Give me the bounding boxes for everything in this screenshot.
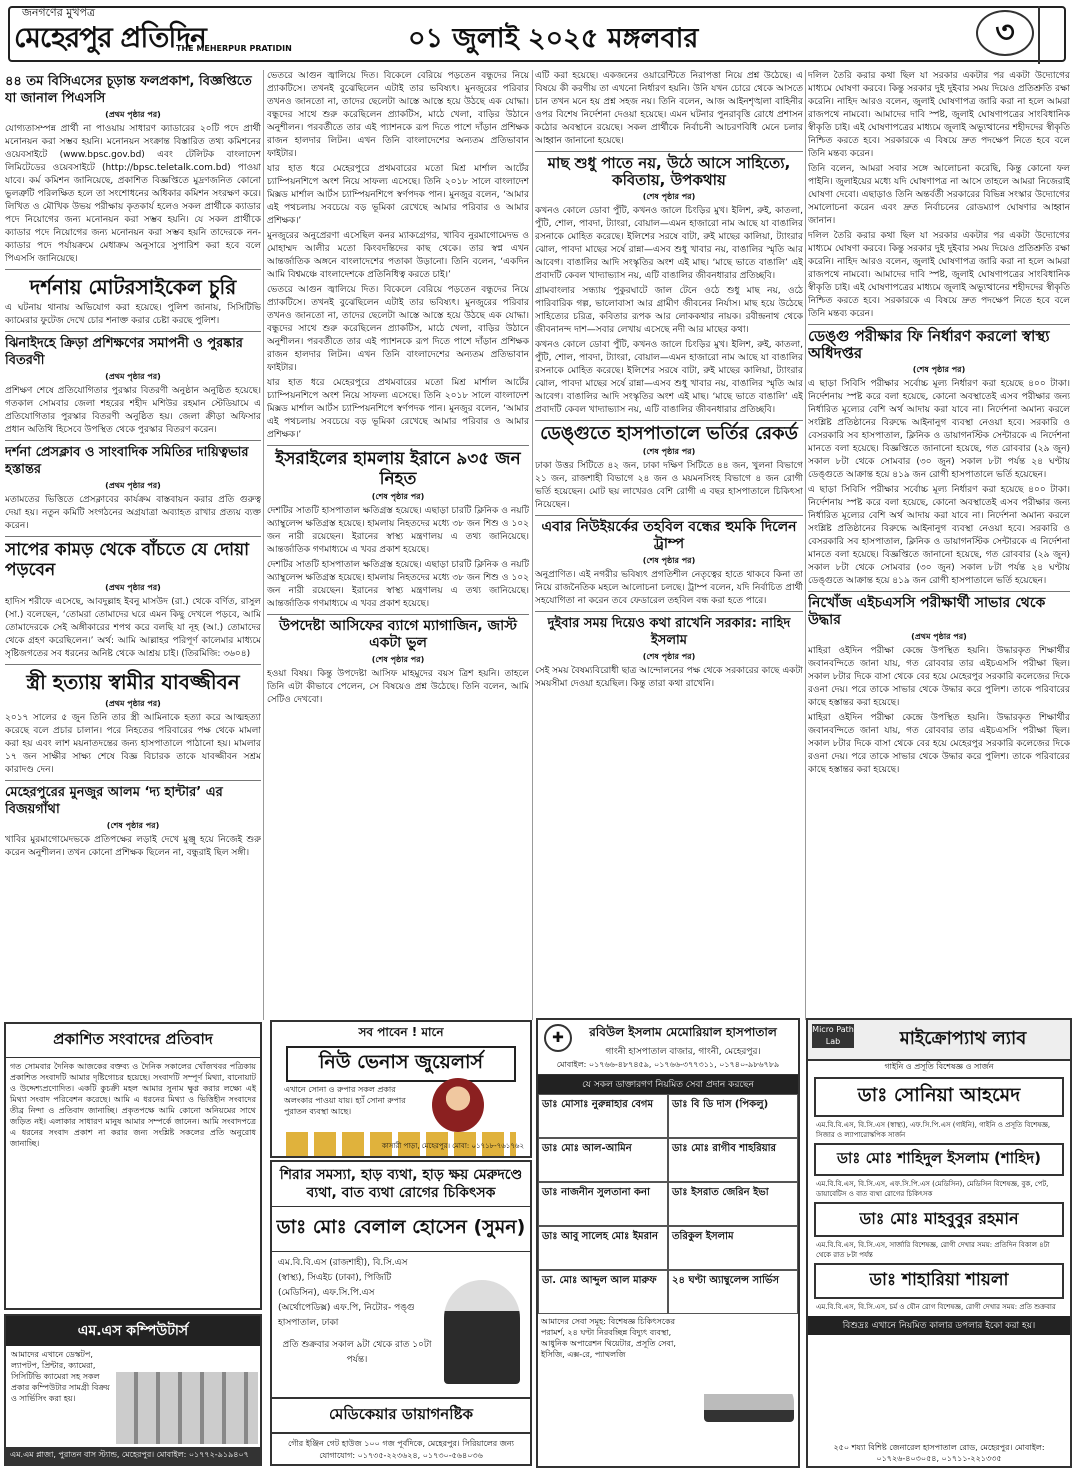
divider [5, 331, 261, 332]
article-body: এ ঘটনায় থানায় অভিযোগ করা হয়েছে। পুলিশ জানায়, সিসিটিভি ক্যামেরার ফুটেজ দেখে চোর শনাক্ত করার চেষ্টা করছে পুলিশ। [5, 303, 261, 326]
lab-name: মাইক্রোপ্যাথ ল্যাব [808, 1020, 1070, 1061]
diagnostic-name: মেডিকেয়ার ডায়াগনষ্টিক [272, 1397, 530, 1434]
jewellers-tagline: সব পাবেন ! মানে [358, 1025, 444, 1039]
hospital-strip: যে সকল ডাক্তারগণ নিয়মিত সেবা প্রদান করছেন [538, 1075, 798, 1094]
divider [267, 614, 529, 615]
newspaper-logo-english: THE MEHERPUR PRATIDIN [176, 44, 292, 53]
column-4 [808, 70, 1070, 1015]
doctor-degrees: এম.বি.বি.এস (রাজশাহী), বি.সি.এস (স্বাস্থ্য), সিএইচ (ঢাকা), পিজিটি (মেডিসিন), এফ.সি.পি.এস (অর্থোপেডিক্স) এফ.পি, নিটোর- পঙ্গু হাসপাতাল, ঢাকা [278, 1258, 415, 1328]
lab-note: বিশুদ্রঃ এখানে নিয়মিত কালার ডপলার ইকো করা হয়। [808, 1316, 1070, 1335]
jewellers-name: নিউ ভেনাস জুয়েলার্স [286, 1046, 516, 1082]
hospital-doctor: ডাঃ মোঃ রাগীব শাহরিয়ার [668, 1138, 798, 1182]
headline-bcs-result: ৪৪ তম বিসিএসের চূড়ান্ত ফলপ্রকাশ, বিজ্ঞপ্তিতে যা জানাল পিএসসি [5, 74, 252, 106]
lab-doctor-1-info: এম.বি.বি.এস, বি.সি.এস (স্বাস্থ্য), এফ.সি.পি.এস (গাইনি), গাইনি ও প্রসূতি বিশেষজ্ঞ, সিজার ও ল্যাপারোস্কপিক সার্জন [816, 1121, 1051, 1139]
lab-address: ২৫০ শয্যা বিশিষ্ট জেনারেল হাসপাতাল রোড, মেহেরপুর। মোবাইল: ০১৭২৬-৪০৩০৫৪, ০১৭১১-২২১৩৩৫ [833, 1443, 1045, 1463]
headline-the-hunter: মেহেরপুরের মুনজুর আলম ‘দ্য হান্টার’ এর বিজয়গাঁথা [5, 785, 223, 817]
article-body: মতামতের ভিত্তিতে প্রেসক্লাবের কার্যক্রম বাস্তবায়ন করার প্রতি গুরুত্ব দেয়া হয়। নতুন কমিটি সংগঠনের অগ্রযাত্রা অব্যাহত রাখার প্রত্যয় ব্যক্ত করেন। [5, 495, 261, 531]
continuation-ref: (শেষ পৃষ্ঠার পর) [642, 652, 696, 661]
headline-sports-training: ঝিনাইদহে ক্রিড়া প্রশিক্ষণের সমাপনী ও পুরষ্কার বিতরণী [5, 336, 243, 368]
article-body: হওয়া বিষয়। কিন্তু উপদেষ্টা আসিফ মাহমুদের বয়স ত্রিশ হয়নি। তাহলে তিনি এটা কীভাবে পেলেন, সে বিষয়েও প্রশ্ন উঠেছে। তিনি বলেন, আমি সেটিও দেখবো। [267, 669, 529, 705]
hospital-doctor-grid [538, 1094, 798, 1314]
divider [535, 515, 803, 516]
hospital-logo-icon: ✚ [544, 1024, 572, 1052]
article-body: ভেতরে আগুন জ্বালিয়ে দিত। বিকেলে বেরিয়ে পড়তেন বন্ধুদের নিয়ে প্র্যাকটিসে। তখনই বুঝেছিলেন এটাই তার ভবিষ্যৎ। মুনজুরের পরিবার তখনও জানতো না, তাদের ছেলেটা আস্তে আস্তে হয়ে উঠছে এক যোদ্ধা। বন্ধুদের সাথে শুরু করেছিলেন প্র্যাকটিস, মাঠে খেলা, বাড়ির উঠানে অনুশীলন। পরবর্তীতে তার এই প্যাশনকে রূপ দিতে পাশে দাঁড়ান প্রশিক্ষক রাজন হালদার লিটন। এখন তিনি বাংলাদেশের অন্যতম প্রতিভাবান ফাইটার। [267, 71, 529, 159]
divider [5, 536, 261, 537]
divider [5, 780, 261, 781]
divider [5, 440, 261, 441]
lab-doctor-2-info: এম.বি.বি.এস, বি.সি.এস, এফ.সি.পি.এস (মেডিসিন), মেডিসিন বিশেষজ্ঞ, বুক, পেট, ডায়াবেটিস ও বাত ব্যথা রোগের চিকিৎসক [816, 1180, 1049, 1198]
masthead-tagline: জনগণের মুখপত্র [22, 6, 96, 19]
doctor-photo [444, 1280, 520, 1384]
hospital-name: রবিউল ইসলাম মেমোরিয়াল হাসপাতাল [589, 1025, 777, 1039]
jewellers-ad [270, 1020, 532, 1158]
column-divider [805, 70, 806, 1020]
continuation-ref: (শেষ পৃষ্ঠার পর) [642, 447, 696, 456]
article-body: অনুপ্রাণিত। এই নগরীর ভবিষ্যৎ প্রগতিশীল নেতৃত্বের হাতে থাকবে কিনা তা নিয়ে রাজনৈতিক মহলে আলোচনা চলছে। ট্রাম্প বলেন, যদি নির্বাচিত প্রার্থী সহযোগিতা না করেন তবে ফেডারেল তহবিল বন্ধ করা হতে পারে। [535, 570, 803, 606]
hospital-doctor: ডাঃ ইসরাত জেরিন ইভা [668, 1182, 798, 1226]
page-number: ৩ [976, 10, 1034, 56]
article-body: এটি করা হয়েছে। একজনের ওয়ারেন্টিতে নিরাপত্তা নিয়ে প্রশ্ন উঠেছে। এ বিষয়ে কী করণীয় তা এখনো নির্ধারণ হয়নি। উনি যখন চোরে থেকে আসতে চান তখন মনে হয় প্রশ্ন সহজ নয়। তিনি বলেন, আজ আইনশৃঙ্খলা বাহিনীর ওপর বিশেষ নির্দেশনা দেওয়া হয়েছে। এমন ঘটনার পুনরাবৃত্তি রোধে প্রশাসন কঠোর অবস্থানে রয়েছে। সকল প্রার্থীকে নির্বাচনী আচরণবিধি মেনে চলার আহ্বান জানানো হয়েছে। [535, 71, 803, 146]
computer-shop-ad [4, 1314, 262, 1466]
hospital-doctor: ডাঃ মোসাঃ নুরুন্নাহার বেগম [538, 1094, 668, 1138]
article-body: কখনও কোলে ডোবা পুঁটি, কখনও জালে চিংড়ির মুখ। ইলিশ, রুই, কাতলা, পুঁটি, শোল, পাবদা, ট্যাংরা, বোয়াল—এমন হাজারো নাম আছে যা বাঙালির রসনাকে মোহিত করেছে। ইলিশের সরষে বাটা, রুই মাছের কালিয়া, ট্যাংরার ঝোল, পাবদা মাছের সর্ষে রান্না—এসব শুধু খাবার নয়, বাঙালির স্মৃতি আর আবেগ। বাঙালির আদি সংস্কৃতির অংশ এই মাছ। ‘মাছে ভাতে বাঙালি’ এই প্রবাদটি কেবল খাদ্যাভ্যাস নয়, এটি বাঙালির জীবনধারার প্রতিচ্ছবি। [535, 340, 803, 415]
article-body: এ ছাড়া সিবিসি পরীক্ষার সর্বোচ্চ মূল্য নির্ধারণ করা হয়েছে ৪০০ টাকা। নির্দেশনায় স্পষ্ট করে বলা হয়েছে, কোনো অবস্থাতেই এসব পরীক্ষার জন্য নির্ধারিত মূল্যের বেশি অর্থ আদায় করা যাবে না। নির্দেশনা অমান্য করলে সংশ্লিষ্ট প্রতিষ্ঠানের বিরুদ্ধে আইনানুগ ব্যবস্থা নেওয়া হবে। সরকারি ও বেসরকারি সব হাসপাতাল, ক্লিনিক ও ডায়াগনস্টিক সেন্টারকে এ নির্দেশনা মানতে বলা হয়েছে। বিজ্ঞপ্তিতে জানানো হয়েছে, গত রোববার (২৯ জুন) সকাল ৮টা থেকে সোমবার (৩০ জুন) সকাল ৮টা পর্যন্ত ২৪ ঘণ্টায় ডেঙ্গুতে আক্রান্ত হয়ে ৪১৯ জন রোগী হাসপাতালে ভর্তি হয়েছেন। [808, 379, 1070, 480]
headline-fish-literature: মাছ শুধু পাতে নয়, উঠে আসে সাহিত্যে, কবিতায়, উপকথায় [547, 154, 791, 189]
continuation-ref: (শেষ পৃষ্ঠার পর) [642, 192, 696, 201]
column-divider [263, 70, 264, 1020]
hospital-ad [536, 1018, 800, 1468]
continuation-ref: (শেষ পৃষ্ঠার পর) [371, 655, 425, 664]
article-body: গ্রামবাংলার সন্ধ্যায় পুকুরঘাটে জাল টেনে ওঠে শুধু মাছ নয়, ওঠে পারিবারিক গল্প, ভালোবাসা আর গ্রামীণ জীবনের নির্যাস। মাছ হয়ে উঠেছে সাহিত্যের চরিত্র, কবিতার রূপক আর লোককথার নায়ক। রবীন্দ্রনাথ থেকে জীবনানন্দ দাশ—সবার লেখায় এসেছে নদী আর মাছের কথা। [535, 286, 803, 335]
hospital-doctor: ২৪ ঘণ্টা অ্যাম্বুলেন্স সার্ভিস [668, 1270, 798, 1314]
lab-doctor-2: ডাঃ মোঃ শাহিদুল ইসলাম (শাহিদ) [814, 1143, 1064, 1176]
scroll-ornament-icon [1038, 6, 1066, 64]
headline-trump-newyork: এবার নিউইয়র্কের তহবিল বন্ধের হুমকি দিলেন ট্রাম্প [541, 519, 797, 552]
computer-shop-address: এম.এম প্লাজা, পুরাতন বাস স্ট্যান্ড, মেহেরপুর। মোবাইল: ০১৭৭২-৯১৯৪০৭ [6, 1447, 260, 1464]
article-body: সেই সময় বৈষম্যবিরোধী ছাত্র আন্দোলনের পক্ষ থেকে সরকারের কাছে একটা সময়সীমা দেওয়া হয়েছিল। কিন্তু তারা কথা রাখেনি। [535, 666, 803, 689]
continuation-ref: (প্রথম পৃষ্ঠার পর) [105, 481, 161, 490]
headline-pressclub: দর্শনা প্রেসক্লাব ও সাংবাদিক সমিতির দায়িত্বভার হস্তান্তর [5, 445, 249, 477]
article-body: যার হাত ধরে মেহেরপুরে প্রথমবারের মতো মিশ্র মার্শাল আর্টের চ্যাম্পিয়নশিপে অংশ নিয়ে সাফল্য এসেছে। তিনি ২০১৮ সালে বাংলাদেশ মিক্সড মার্শাল আর্টস চ্যাম্পিয়নশিপে স্বর্ণপদক পান। মুনজুর বলেন, ‘আমার এই পথচলায় সবচেয়ে বড় ভূমিকা রেখেছে আমার পরিবার ও আমার প্রশিক্ষক।’ [267, 378, 529, 440]
continuation-ref: (প্রথম পৃষ্ঠার পর) [105, 699, 161, 708]
newspaper-logo: মেহেরপুর প্রতিদিন [14, 21, 206, 54]
hospital-doctor: ডা. মোঃ আব্দুল আল মারুফ [538, 1270, 668, 1314]
lab-subtitle: গাইনি ও প্রসূতি বিশেষজ্ঞ ও সার্জন [884, 1062, 994, 1071]
article-body: যার হাত ধরে মেহেরপুরে প্রথমবারের মতো মিশ্র মার্শাল আর্টের চ্যাম্পিয়নশিপে অংশ নিয়ে সাফল্য এসেছে। তিনি ২০১৮ সালে বাংলাদেশ মিক্সড মার্শাল আর্টস চ্যাম্পিয়নশিপে স্বর্ণপদক পান। মুনজুর বলেন, ‘আমার এই পথচলায় সবচেয়ে বড় ভূমিকা রেখেছে আমার পরিবার ও আমার প্রশিক্ষক।’ [267, 164, 529, 226]
divider [535, 420, 803, 421]
article-body: মুনজুরের অনুপ্রেরণা এসেছিল কনর ম্যাকগ্রেগর, খাবিব নুরমাগোমেদভ ও মোহাম্মদ আলীর মতো কিংবদন্তিদের কাছ থেকে। তার স্বপ্ন এখন আন্তর্জাতিক অঙ্গনে বাংলাদেশের পতাকা উড়ানো। তিনি বলেন, ‘একদিন আমি বিশ্বমঞ্চে বাংলাদেশকে প্রতিনিধিত্ব করতে চাই।’ [267, 231, 529, 280]
doctor-name: ডাঃ মোঃ বেলাল হোসেন (সুমন) [272, 1207, 530, 1252]
lab-logo: Micro Path Lab [812, 1025, 854, 1046]
headline-hsc-student: নিখোঁজ এইচএসসি পরীক্ষার্থী সাভার থেকে উদ্ধার [808, 595, 1046, 628]
divider [535, 611, 803, 612]
hospital-address: গাংনী হাসপাতাল বাজার, গাংনী, মেহেরপুর। [605, 1047, 761, 1057]
hospital-phone: মোবাইল: ০১৭৬৬-৪৮৭৪৫৯, ০১৭৬৬-৩৭৭৩১১, ০১৭৪০-৯৮৬৭৮৯ [538, 1059, 798, 1075]
ambulance-image [704, 1382, 794, 1422]
computer-shop-title: এম.এস কম্পিউটার্স [6, 1316, 260, 1346]
column-2 [267, 70, 529, 1015]
doctor-ad [270, 1160, 532, 1466]
divider [808, 324, 1070, 325]
article-body: যোগ্যতাসম্পন্ন প্রার্থী না পাওয়ায় সাধারণ ক্যাডারের ২০টি পদে প্রার্থী মনোনয়ন করা সম্ভব হয়নি। মনোনয়ন সংক্রান্ত বিস্তারিত তথ্য কমিশনের ওয়েবসাইটে (www.bpsc.gov.bd) এবং টেলিটক বাংলাদেশ লিমিটেডের ওয়েবসাইটে (http://bpsc.teletalk.com.bd) পাওয়া যাবে। কর্ম কমিশন জানিয়েছে, প্রকাশিত বিজ্ঞপ্তিতে মুদ্রণজনিত কোনো ভুলত্রুটি পরিলক্ষিত হলে তা সংশোধনের অধিকার কমিশন সংরক্ষণ করে। লিখিত ও মৌখিক উভয় পরীক্ষায় কৃতকার্য হলেও সকল প্রার্থীকে ক্যাডার পদে নিয়োগের জন্য মনোনয়ন করা সম্ভব হয়নি। যে সকল প্রার্থীকে ক্যাডার পদে নিয়োগের জন্য মনোনয়ন করা সম্ভব হয়নি তাদেরকে নন-ক্যাডার পদে পর্যায়ক্রমে মেধাক্রম অনুসারে সুপারিশ করা হবে বলে পিএসসি জানিয়েছে। [5, 124, 261, 264]
divider [5, 664, 261, 665]
headline-dengue-record: ডেঙ্গুতে হাসপাতালে ভর্তির রেকর্ড [540, 423, 798, 444]
owner-photo [432, 1078, 484, 1132]
column-divider [532, 70, 533, 1020]
headline-dengue-fee: ডেঙ্গু পরীক্ষার ফি নির্ধারণ করলো স্বাস্থ্য অধিদপ্তর [808, 327, 1050, 362]
divider [267, 445, 529, 446]
headline-wife-murder: স্ত্রী হত্যায় স্বামীর যাবজ্জীবন [26, 670, 240, 694]
continuation-ref: (প্রথম পৃষ্ঠার পর) [105, 110, 161, 119]
continuation-ref: (শেষ পৃষ্ঠার পর) [371, 492, 425, 501]
article-body: দলিল তৈরি করার কথা ছিল যা সরকার একটার পর একটা উদ্যোগের মাধ্যমে ঘোষণা করবে। কিন্তু সরকার দুই দুইবার সময় দিয়েও প্রতিশ্রুতি রক্ষা করেনি। নাহিদ আরও বলেন, জুলাই ঘোষণাপত্র জারি করা না হলে আমরা রাজপথে নামবো। আমাদের দাবি স্পষ্ট, জুলাই ঘোষণাপত্রের সাংবিধানিক স্বীকৃতি চাই। এই ঘোষণাপত্রের মাধ্যমে জুলাই অভ্যুত্থানের শহীদদের স্বীকৃতি নিশ্চিত করতে হবে। সরকারকে এ বিষয়ে দ্রুত পদক্ষেপ নিতে হবে বলে তিনি মন্তব্য করেন। [808, 71, 1070, 159]
column-3 [535, 70, 803, 1015]
article-body: মাহিরা ওইদিন পরীক্ষা কেন্দ্রে উপস্থিত হয়নি। উদ্ধারকৃত শিক্ষার্থীর জবানবন্দিতে জানা যায়, গত রোববার তার এইচএসসি পরীক্ষা ছিল। সকাল ৮টার দিকে বাসা থেকে বের হয়ে মেহেরপুর সরকারি কলেজের দিকে রওনা দেয়। পরে তাকে সাভার থেকে উদ্ধার করে পুলিশ। তাকে পরিবারের কাছে হস্তান্তর করা হয়েছে। [808, 646, 1070, 708]
article-body: প্রশিক্ষণ শেষে প্রতিযোগিতার পুরস্কার বিতরণী অনুষ্ঠান অনুষ্ঠিত হয়েছে। গতকাল সোমবার জেলা শহরের শহীদ মশিউর রহমান স্টেডিয়ামে এ প্রতিযোগিতার পুরস্কার বিতরণী অনুষ্ঠিত হয়। জেলা ক্রীড়া অফিসার প্রধান অতিথি হিসেবে উপস্থিত থেকে পুরস্কার বিতরণ করেন। [5, 386, 261, 435]
rejoinder-body: গত সোমবার দৈনিক আজকের বক্তব্য ও দৈনিক সকালের খোঁজখবর পত্রিকায় প্রকাশিত সংবাদটি আমার দৃষ্টিগোচর হয়েছে। সংবাদটি সম্পূর্ণ মিথ্যা, বানোয়াট ও উদ্দেশ্যপ্রণোদিত। একটি কুচক্রী মহল আমার সুনাম ক্ষুণ্ণ করার লক্ষ্যে এই মিথ্যা সংবাদ পরিবেশন করেছে। আমি এ ধরনের মিথ্যা ও ভিত্তিহীন সংবাদের তীব্র নিন্দা ও প্রতিবাদ জানাচ্ছি। প্রকৃতপক্ষে আমি কোনো অনিয়মের সাথে জড়িত নই। এলাকার সাধারণ মানুষ আমার সম্পর্কে জানেন। আমি সংবাদপত্রে এ ধরনের সংবাদ প্রকাশ না করার জন্য সংশ্লিষ্ট সকলের প্রতি অনুরোধ জানাচ্ছি। [10, 1062, 256, 1148]
lab-doctor-1: ডাঃ সোনিয়া আহমেদ [814, 1077, 1064, 1117]
continuation-ref: (শেষ পৃষ্ঠার পর) [912, 365, 966, 374]
masthead [0, 0, 1079, 66]
continuation-ref: (শেষ পৃষ্ঠার পর) [106, 821, 160, 830]
continuation-ref: (প্রথম পৃষ্ঠার পর) [105, 583, 161, 592]
lab-doctor-3: ডাঃ মোঃ মাহবুবুর রহমান [814, 1202, 1064, 1237]
computer-shop-desc: আমাদের এখানে ডেস্কটপ, ল্যাপটপ, প্রিন্টার, ক্যামেরা, সিসিটিভি ক্যামেরা সহ সকল প্রকার কম্পিউটার সামগ্রী বিক্রয় ও সার্ভিসিং করা হয়। [11, 1350, 110, 1403]
column-1 [5, 70, 261, 1020]
hospital-doctor: তরিকুল ইসলাম [668, 1226, 798, 1270]
headline-motorcycle-theft: দর্শনায় মোটরসাইকেল চুরি [29, 275, 237, 299]
article-body: তিনি বলেন, আমরা সবার সঙ্গে আলোচনা করেছি, কিন্তু কোনো ফল পাইনি। জুলাইয়ের মধ্যে যদি ঘোষণাপত্র না আসে তাহলে আমরা নিজেরাই ঘোষণা দেবো। এছাড়াও তিনি অন্তর্বর্তী সরকারের বিভিন্ন সংস্কার উদ্যোগের সমালোচনা করেন এবং দ্রুত নির্বাচনের রোডম্যাপ ঘোষণার আহ্বান জানান। [808, 164, 1070, 226]
lab-ad [806, 1018, 1072, 1468]
lab-doctor-3-info: এম.বি.বি.এস, বি.সি.এস, সার্জারি বিশেষজ্ঞ, রোগী দেখার সময়: প্রতিদিন বিকাল ৪টা থেকে রাত ৮টা পর্যন্ত [816, 1241, 1050, 1259]
jewellers-desc: এখানে সোনা ও রুপার সকল প্রকার অলংকার পাওয়া যায়। হ্যাঁ সোনা রুপার পুরাতন ব্যবস্থা আছে। [284, 1085, 406, 1116]
article-body: ভেতরে আগুন জ্বালিয়ে দিত। বিকেলে বেরিয়ে পড়তেন বন্ধুদের নিয়ে প্র্যাকটিসে। তখনই বুঝেছিলেন এটাই তার ভবিষ্যৎ। মুনজুরের পরিবার তখনও জানতো না, তাদের ছেলেটা আস্তে আস্তে হয়ে উঠছে এক যোদ্ধা। বন্ধুদের সাথে শুরু করেছিলেন প্র্যাকটিস, মাঠে খেলা, বাড়ির উঠানে অনুশীলন। পরবর্তীতে তার এই প্যাশনকে রূপ দিতে পাশে দাঁড়ান প্রশিক্ষক রাজন হালদার লিটন। এখন তিনি বাংলাদেশের অন্যতম প্রতিভাবান ফাইটার। [267, 285, 529, 373]
headline-asif-bag: উপদেষ্টা আসিফের ব্যাগে ম্যাগাজিন, জাস্ট একটা ভুল [279, 618, 517, 651]
article-body: এ ছাড়া সিবিসি পরীক্ষার সর্বোচ্চ মূল্য নির্ধারণ করা হয়েছে ৪০০ টাকা। নির্দেশনায় স্পষ্ট করে বলা হয়েছে, কোনো অবস্থাতেই এসব পরীক্ষার জন্য নির্ধারিত মূল্যের বেশি অর্থ আদায় করা যাবে না। নির্দেশনা অমান্য করলে সংশ্লিষ্ট প্রতিষ্ঠানের বিরুদ্ধে আইনানুগ ব্যবস্থা নেওয়া হবে। সরকারি ও বেসরকারি সব হাসপাতাল, ক্লিনিক ও ডায়াগনস্টিক সেন্টারকে এ নির্দেশনা মানতে বলা হয়েছে। বিজ্ঞপ্তিতে জানানো হয়েছে, গত রোববার (২৯ জুন) সকাল ৮টা থেকে সোমবার (৩০ জুন) সকাল ৮টা পর্যন্ত ২৪ ঘণ্টায় ডেঙ্গুতে আক্রান্ত হয়ে ৪১৯ জন রোগী হাসপাতালে ভর্তি হয়েছেন। [808, 485, 1070, 586]
article-body: হাদিস শরীফে এসেছে, আবদুল্লাহ ইবনু মাসউদ (রা.) থেকে বর্ণিত, রাসুল (সা.) বলেছেন, ‘তোমরা তোমাদের ঘরে এমন কিছু দেখলে পড়বে, আমি তোমাদেরকে সেই অঙ্গীকারের শপথ করে বলছি যা নূহ (আ.) তোমাদের থেকে গ্রহণ করেছিলেন।’ অর্থ: আমি আল্লাহর পরিপূর্ণ কালেমার মাধ্যমে সৃষ্টিজগতের সব ধরনের অনিষ্ট থেকে আশ্রয় চাই। (তিরমিজি: ৩৬০৪) [5, 597, 261, 659]
continuation-ref: (শেষ পৃষ্ঠার পর) [642, 556, 696, 565]
computer-products-image [116, 1372, 258, 1444]
divider [535, 151, 803, 152]
hospital-doctor: ডাঃ বি ডি দাস (পিকলু) [668, 1094, 798, 1138]
edition-date: ০১ জুলাই ২০২৫ মঙ্গলবার [408, 23, 699, 54]
divider [5, 269, 261, 270]
diagnostic-address: গৌর ইঞ্জিন গেট হাউজ ১০০ গজ পূর্বদিকে, মেহেরপুর। সিরিয়ালের জন্য যোগাযোগ: ০১৭৩৫-২২৩৬২৪, ০১৭৩০-৫৬৪০৩৬ [288, 1439, 514, 1460]
continuation-ref: (প্রথম পৃষ্ঠার পর) [911, 632, 967, 641]
hospital-doctor: ডাঃ মোঃ আল-আমিন [538, 1138, 668, 1182]
headline-snake-dua: সাপের কামড় থেকে বাঁচতে যে দোয়া পড়বেন [5, 540, 250, 580]
article-body: দেশটির সাতটি হাসপাতাল ক্ষতিগ্রস্ত হয়েছে। এছাড়া চারটি ক্লিনিক ও নয়টি অ্যাম্বুলেন্স ক্ষতিগ্রস্ত হয়েছে। হামলায় নিহতদের মধ্যে ৩৮ জন শিশু ও ১০২ জন নারী রয়েছেন। ইরানের স্বাস্থ্য মন্ত্রণালয় এ তথ্য জানিয়েছে। আন্তর্জাতিক গণমাধ্যমে এ খবর প্রকাশ হয়েছে। [267, 560, 529, 609]
headline-israel-iran: ইসরাইলের হামলায় ইরানে ৯৩৫ জন নিহত [275, 449, 521, 489]
rejoinder-notice [4, 1022, 262, 1310]
doctor-specialty: শিরার সমস্যা, হাড় ব্যথা, হাড় ক্ষয় মেরুদণ্ডে ব্যথা, বাত ব্যথা রোগের চিকিৎসক [272, 1162, 530, 1207]
headline-nahid-islam: দুইবার সময় দিয়েও কথা রাখেনি সরকার: নাহিদ ইসলাম [547, 616, 791, 648]
article-body: খাবির মুরমাগোমেদভকে প্রতিপক্ষের লড়াই দেখে মুঞ্জু হয়ে নিজেই শুরু করেন অনুশীলন। তখন কোনো প্রশিক্ষক ছিলেন না, বন্ধুরাই ছিল সঙ্গী। [5, 835, 261, 858]
lab-doctor-4: ডাঃ শাহারিয়া শায়লা [814, 1263, 1064, 1299]
lab-doctor-4-info: এম.বি.বি.এস, বি.সি.এস, চর্ম ও যৌন রোগ বিশেষজ্ঞ, রোগী দেখার সময়: প্রতি শুক্রবার [816, 1303, 1056, 1311]
article-body: দেশটির সাতটি হাসপাতাল ক্ষতিগ্রস্ত হয়েছে। এছাড়া চারটি ক্লিনিক ও নয়টি অ্যাম্বুলেন্স ক্ষতিগ্রস্ত হয়েছে। হামলায় নিহতদের মধ্যে ৩৮ জন শিশু ও ১০২ জন নারী রয়েছেন। ইরানের স্বাস্থ্য মন্ত্রণালয় এ তথ্য জানিয়েছে। আন্তর্জাতিক গণমাধ্যমে এ খবর প্রকাশ হয়েছে। [267, 506, 529, 555]
hospital-doctor: ডাঃ নাজনীন সুলতানা কনা [538, 1182, 668, 1226]
article-body: কখনও কোলে ডোবা পুঁটি, কখনও জালে চিংড়ির মুখ। ইলিশ, রুই, কাতলা, পুঁটি, শোল, পাবদা, ট্যাংরা, বোয়াল—এমন হাজারো নাম আছে যা বাঙালির রসনাকে মোহিত করেছে। ইলিশের সরষে বাটা, রুই মাছের কালিয়া, ট্যাংরার ঝোল, পাবদা মাছের সর্ষে রান্না—এসব শুধু খাবার নয়, বাঙালির স্মৃতি আর আবেগ। বাঙালির আদি সংস্কৃতির অংশ এই মাছ। ‘মাছে ভাতে বাঙালি’ এই প্রবাদটি কেবল খাদ্যাভ্যাস নয়, এটি বাঙালির জীবনধারার প্রতিচ্ছবি। [535, 206, 803, 281]
article-body: দলিল তৈরি করার কথা ছিল যা সরকার একটার পর একটা উদ্যোগের মাধ্যমে ঘোষণা করবে। কিন্তু সরকার দুই দুইবার সময় দিয়েও প্রতিশ্রুতি রক্ষা করেনি। নাহিদ আরও বলেন, জুলাই ঘোষণাপত্র জারি করা না হলে আমরা রাজপথে নামবো। আমাদের দাবি স্পষ্ট, জুলাই ঘোষণাপত্রের সাংবিধানিক স্বীকৃতি চাই। এই ঘোষণাপত্রের মাধ্যমে জুলাই অভ্যুত্থানের শহীদদের স্বীকৃতি নিশ্চিত করতে হবে। সরকারকে এ বিষয়ে দ্রুত পদক্ষেপ নিতে হবে বলে তিনি মন্তব্য করেন। [808, 231, 1070, 319]
article-body: ঢাকা উত্তর সিটিতে ৪২ জন, ঢাকা দক্ষিণ সিটিতে ৪৪ জন, খুলনা বিভাগে ২১ জন, রাজশাহী বিভাগে ২৪ জন ও ময়মনসিংহ বিভাগে ৪ জন রোগী ভর্তি হয়েছেন। মোট ছয় লাখেরও বেশি রোগী এ বছর হাসপাতালে চিকিৎসা নিয়েছেন। [535, 461, 803, 510]
article-body: মাহিরা ওইদিন পরীক্ষা কেন্দ্রে উপস্থিত হয়নি। উদ্ধারকৃত শিক্ষার্থীর জবানবন্দিতে জানা যায়, গত রোববার তার এইচএসসি পরীক্ষা ছিল। সকাল ৮টার দিকে বাসা থেকে বের হয়ে মেহেরপুর সরকারি কলেজের দিকে রওনা দেয়। পরে তাকে সাভার থেকে উদ্ধার করে পুলিশ। তাকে পরিবারের কাছে হস্তান্তর করা হয়েছে। [808, 713, 1070, 775]
jewellers-contact: কাসারী পাড়া, মেহেরপুর। মোবা: ০১৭১৮-৭৬১৭৬২ [381, 1142, 524, 1150]
article-body: ২০১৭ সালের ৫ জুন তিনি তার স্ত্রী আমিনাকে হত্যা করে আত্মহত্যা করেছে বলে প্রচার চালান। পরে নিহতের পরিবারের পক্ষ থেকে মামলা করা হয় এবং লাশ ময়নাতদন্তের জন্য হাসপাতালে পাঠানো হয়। মামলার ১৭ জন সাক্ষীর সাক্ষ্য শেষে বিজ্ঞ বিচারক তাকে যাবজ্জীবন সশ্রম কারাদণ্ড দেন। [5, 713, 261, 775]
hospital-doctor: ডাঃ আবু সালেহ মোঃ ইমরান [538, 1226, 668, 1270]
hospital-services: আমাদের সেবা সমূহ: বিশেষজ্ঞ চিকিৎসকের পরামর্শ, ২৪ ঘণ্টা নিরবচ্ছিন্ন বিদ্যুৎ ব্যবস্থা, আধুনিক অপারেশন থিয়েটার, প্রসূতি সেবা, ইসিজি, এক্স-রে, প্যাথলজি [541, 1317, 676, 1359]
divider [808, 591, 1070, 592]
continuation-ref: (প্রথম পৃষ্ঠার পর) [105, 372, 161, 381]
rejoinder-title: প্রকাশিত সংবাদের প্রতিবাদ [6, 1024, 260, 1058]
doctor-visiting-time: প্রতি শুক্রবার সকাল ৯টা থেকে রাত ১০টা পর্যন্ত। [282, 1340, 432, 1365]
